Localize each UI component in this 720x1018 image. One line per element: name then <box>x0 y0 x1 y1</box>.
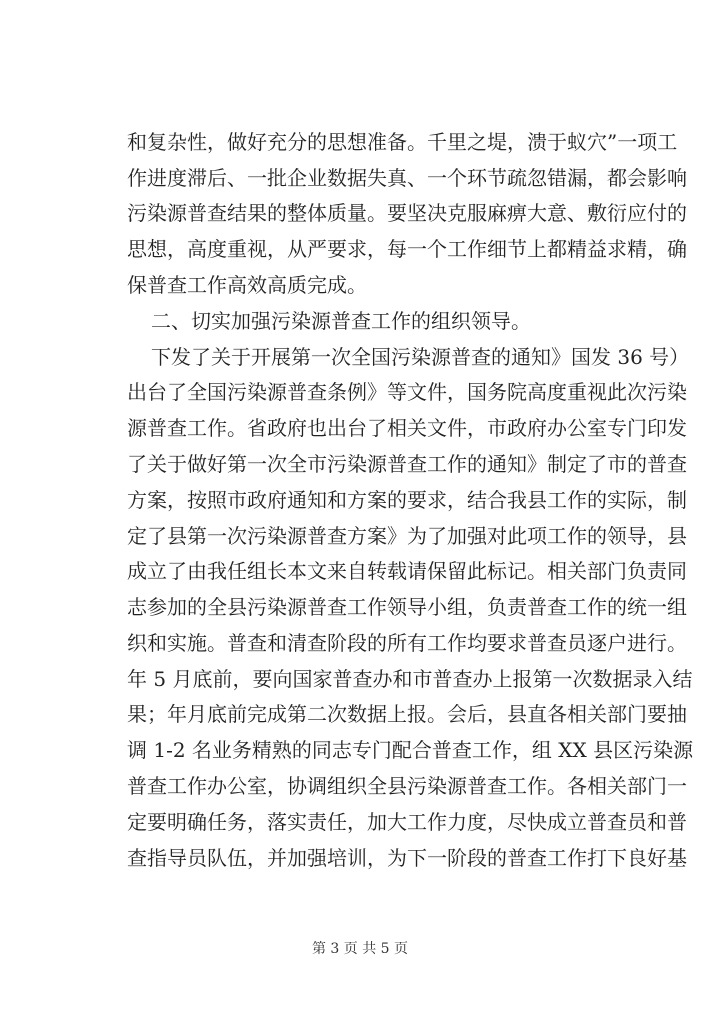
paragraph-line: 下发了关于开展第一次全国污染源普查的通知》国发 36 号） <box>151 345 690 369</box>
paragraph-line: 作进度滞后、一批企业数据失真、一个环节疏忽错漏，都会影响 <box>127 166 687 190</box>
paragraph-line: 方案，按照市政府通知和方案的要求，结合我县工作的实际，制 <box>127 488 687 512</box>
paragraph-line: 查指导员队伍，并加强培训，为下一阶段的普查工作打下良好基 <box>127 846 687 870</box>
paragraph-line: 定要明确任务，落实责任，加大工作力度，尽快成立普查员和普 <box>127 810 687 834</box>
paragraph-line: 思想，高度重视，从严要求，每一个工作细节上都精益求精，确 <box>127 237 687 261</box>
paragraph-line: 了关于做好第一次全市污染源普查工作的通知》制定了市的普查 <box>127 452 687 476</box>
paragraph-line: 污染源普查结果的整体质量。要坚决克服麻痹大意、敷衍应付的 <box>127 201 687 225</box>
paragraph-line: 志参加的全县污染源普查工作领导小组，负责普查工作的统一组 <box>127 595 687 619</box>
paragraph-line: 成立了由我任组长本文来自转载请保留此标记。相关部门负责同 <box>127 559 687 583</box>
paragraph-line: 年 5 月底前，要向国家普查办和市普查办上报第一次数据录入结 <box>127 667 693 691</box>
paragraph-line: 和复杂性，做好充分的思想准备。千里之堤，溃于蚁穴”一项工 <box>127 130 678 154</box>
paragraph-line: 调 1-2 名业务精熟的同志专门配合普查工作，组 XX 县区污染源 <box>127 738 694 762</box>
paragraph-line: 定了县第一次污染源普查方案》为了加强对此项工作的领导，县 <box>127 524 687 548</box>
page-number-footer: 第 3 页 共 5 页 <box>311 941 409 957</box>
paragraph-line: 普查工作办公室，协调组织全县污染源普查工作。各相关部门一 <box>127 774 687 798</box>
paragraph-line: 出台了全国污染源普查条例》等文件，国务院高度重视此次污染 <box>127 380 687 404</box>
paragraph-line: 织和实施。普查和清查阶段的所有工作均要求普查员逐户进行。 <box>127 631 687 655</box>
paragraph-line: 保普查工作高效高质完成。 <box>127 273 367 297</box>
paragraph-line: 源普查工作。省政府也出台了相关文件，市政府办公室专门印发 <box>127 416 687 440</box>
section-heading: 二、切实加强污染源普查工作的组织领导。 <box>151 309 531 333</box>
paragraph-line: 果；年月底前完成第二次数据上报。会后，县直各相关部门要抽 <box>127 702 687 726</box>
